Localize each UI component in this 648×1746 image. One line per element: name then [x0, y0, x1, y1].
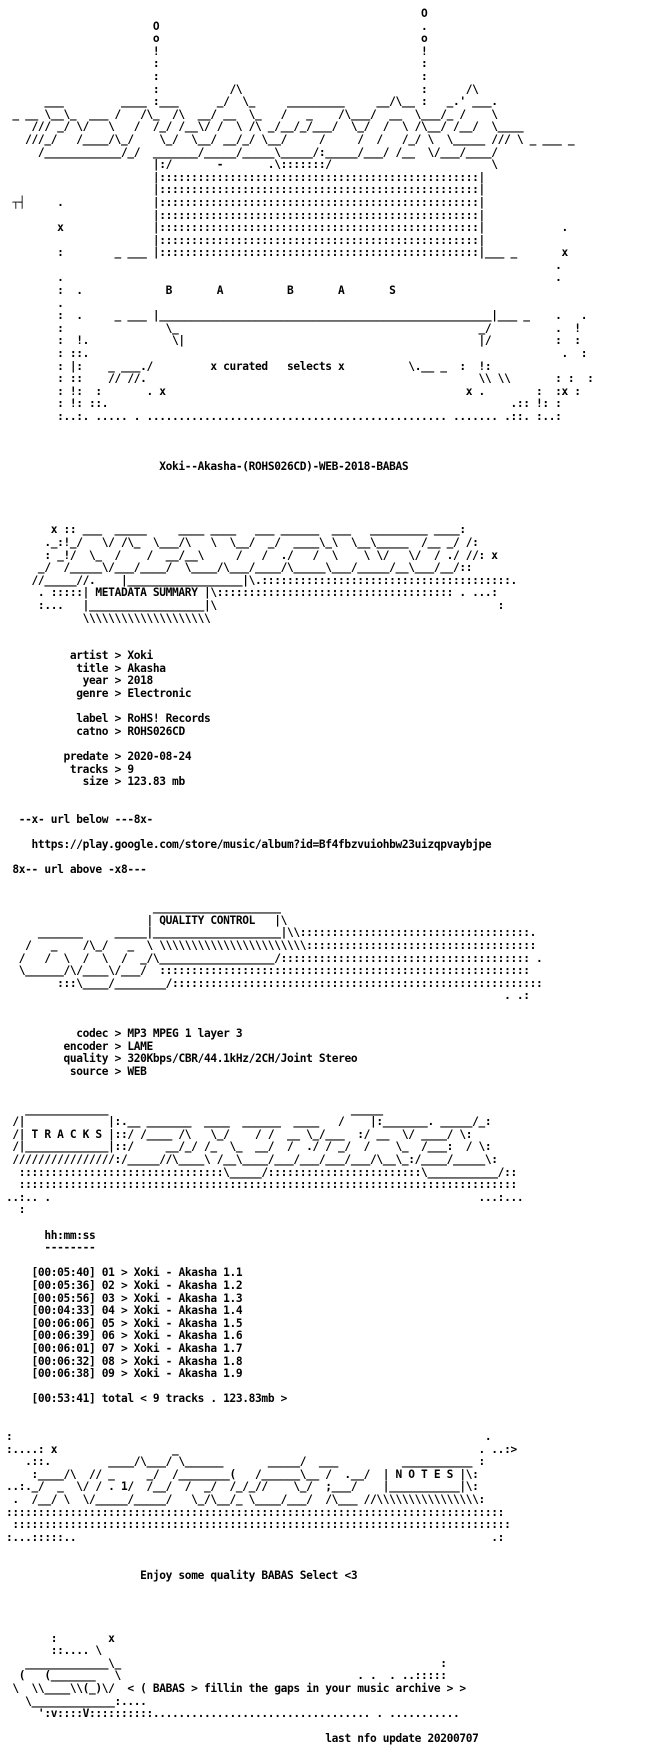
year-label: year [82, 674, 109, 688]
track-row: [00:06:06] 05 > Xoki - Akasha 1.5 [31, 1316, 243, 1330]
track-row: [00:05:36] 02 > Xoki - Akasha 1.2 [31, 1278, 243, 1292]
genre-label: genre [76, 687, 109, 701]
url-below-marker: --x- url below ---8x- [18, 813, 153, 826]
track-row: [00:06:01] 07 > Xoki - Akasha 1.7 [31, 1341, 243, 1355]
codec-label: codec [76, 1027, 109, 1041]
title-label: title [76, 661, 109, 675]
quality-label: quality [63, 1052, 109, 1066]
predate-label: predate [63, 750, 109, 764]
release-url[interactable]: https://play.google.com/store/music/album?id=Bf4fbzvuiohbw23uizqpvaybjpe [31, 838, 492, 852]
url-above-marker: 8x-- url above -x8--- [12, 863, 147, 877]
size-value: 123.83 mb [127, 775, 185, 789]
codec-value: MP3 MPEG 1 layer 3 [127, 1027, 243, 1041]
source-label: source [69, 1064, 109, 1078]
year-value: 2018 [127, 674, 153, 688]
label-value: RoHS! Records [127, 712, 211, 726]
track-row: [00:06:39] 06 > Xoki - Akasha 1.6 [31, 1329, 243, 1343]
header-letters: B A B A S [165, 284, 396, 298]
predate-value: 2020-08-24 [127, 750, 192, 764]
genre-value: Electronic [127, 687, 192, 701]
size-label: size [82, 775, 109, 789]
metadata-section-title: METADATA SUMMARY [95, 586, 198, 600]
label-label: label [76, 712, 109, 726]
nfo-document: O O . o o ! ! : : : : : /\ : /\ ___ ____ :___ _/ \_ _________ __/\__ : _.' ___. _ __ \__\_ ___ / /\_ /\ __/ __ \_ / _ /\___/ __ \___/_ / \ /// _/ \/ \ / /_/ /__\/ / \ /\ _/__/_/___/ \_/ / \ /\__/ /__/ \____ ///_/ /____/\_/ \_/ \__/ __/_/ \__/ / / / /_/ \ \_____ /// \ _ ___ _ /____________/_/ _______/_____/_____\_____/:_____/___/ /__ \/___/____/ |:/ - .\:::::::/ \ |::::::::::::::::::::::::::::::::::::::::::::::::::| |::::::::::::::::::::::::::::::::::::::::::::::::::| ┬┤ . |::::::::::::::::::::::::::::::::::::::::::::::::::| |::::::::::::::::::::::::::::::::::::::::::::::::::| x |::::::::::::::::::::::::::::::::::::::::::::::::::| . |::::::::::::::::::::::::::::::::::::::::::::::::::| : _ ___ |::::::::::::::::::::::::::::::::::::::::::::::::::|___ _ x . . . : . B A B A S . : . _ ___ |____________________________________________________|___ _ . . : \_ _/ . ! : !. \| |/ : : : ::. . : : |: _ ___./ x curated selects x \.__ _ : !: : :: // //. \\ \\ : : : : !: : . x x . : :x : : !: ::. .:: !: : :..:. ..... . ............................................... ....... .::. :..: Xoki--Akasha-(ROHS026CD)-WEB-2018-BABAS x :: ___ _____ ____ ____ ___ ______ ___ _________ ____: ._:!_/ \/ /\_ \___/\ \ \__/ _/ ____\_\ \__\_____ /__ _/ /: : _!/ \_ / / __/__\ / / ./ / \ \ \/ \/ / ./ //: x _/ /_____\/___/____/ \____/\___/____/\_____\___/_____/__\___/__/:: //_____//. |__________________|\.:::::::::::::::::::::::::::::::::::::::. . :::::| METADATA SUMMARY |\::::::::::::::::::::::::::::::::::::: . ...: :... |__________________|\ : \\\\\\\\\\\\\\\\\\\\ artist > Xoki title > Akasha year > 2018 genre > Electronic label > RoHS! Records catno > ROHS026CD predate > 2020-08-24 tracks > 9 size > 123.83 mb --x- url below ---8x- https://play.google.com/store/music/album?id=Bf4fbzvuiohbw23uizqpvaybjpe 8x-- url above -x8--- ____________________ | QUALITY CONTROL |\ _______ _____|____________________|\\::::::::::::::::::::::::::::::::::::. / _ /\_/ _ \ \\\\\\\\\\\\\\\\\\\\\\\:::::::::::::::::::::::::::::::::::: / / \ / \ / _/\__________________/::::::::::::::::::::::::::::::::::::::: . \______/\/____\/___/ :::::::::::::::::::::::::::::::::::::::::::::::::::::::::: :::\____/________/:::::::::::::::::::::::::::::::::::::::::::::::::::::::::: . .: codec > MP3 MPEG 1 layer 3 encoder > LAME quality > 320Kbps/CBR/44.1kHz/2CH/Joint Stereo source > WEB _____________ _____ /| |:.__ _______ ____ ______ ____ / |:_______. _____/_: /| T R A C K S |::/ /____ /\ \_/ / / __ \_/___ :/ __ \/ ____/ \: /|_____________|::/ __/_/ /_ \_ __/ / ./ / _/ / \_ /___: / \: ////////////////:/_____//\____\ /__\____/___/___/___/___/\__\_:/____/_____\: ::::::::::::::::::::::::::::::::\_____/::::::::::::::::::::::::\___________/:: :::::::::::::::::::::::::::::::::::::::::::::::::::::::::::::::::::::::::::::: ..:.. . ...:... : hh:mm:ss -------- [00:05:40] 01 > Xoki - Akasha 1.1 [00:05:36] 02 > Xoki - Akasha 1.2 [00:05:56] 03 > Xoki - Akasha 1.3 [00:04:33] 04 > Xoki - Akasha 1.4 [00:06:06] 05 > Xoki - Akasha 1.5 [00:06:39] 06 > Xoki - Akasha 1.6 [00:06:01] 07 > Xoki - Akasha 1.7 [00:06:32] 08 > Xoki - Akasha 1.8 [00:06:38] 09 > Xoki - Akasha 1.9 [00:53:41] total < 9 tracks . 123.83mb > : . :....: x _ . ..:> .::. ____/\___/ \______ _____/ ___ ___________ : :____/\ // _ _/ /________( /______\__ / .__/ | N O T E S |\: ..:._/ _ \/ / . 1/ /__/ / _/ /_/_// \_/ ;___/ |___________|\: . /__/ \ \/_____/_____/ \_/\__/_ \____/___/ /\___ //\\\\\\\\\\\\\\\\: :::::::::::::::::::::::::::::::::::::::::::::::::::::::::::::::::::::::::::::: :::::::::::::::::::::::::::::::::::::::::::::::::::::::::::::::::::::::::::::: :...:::::.. .: Enjoy some quality BABAS Select <3 : x ::.... \ _____________\_ : ( (_______ \ . . . ..::::: \ \\____\\(_)\/ < ( BABAS > fillin the gaps in your music archive > > \_____________:.... ':v::::V::::::::::.................................. . ........... last nfo update 20200707 [6, 7, 594, 1746]
title-value: Akasha [127, 661, 166, 675]
track-row: [00:06:32] 08 > Xoki - Akasha 1.8 [31, 1354, 243, 1368]
track-row: [00:05:56] 03 > Xoki - Akasha 1.3 [31, 1291, 243, 1305]
encoder-label: encoder [63, 1039, 109, 1053]
track-row: [00:04:33] 04 > Xoki - Akasha 1.4 [31, 1304, 243, 1318]
header-tagline: x curated selects x [210, 359, 345, 373]
tracks-value: 9 [127, 762, 134, 776]
footer-motto: < ( BABAS > fillin the gaps in your music archive > > [127, 1681, 466, 1695]
time-column-header: hh:mm:ss [44, 1228, 96, 1242]
tracks-section-title: T R A C K S [31, 1127, 102, 1141]
notes-text: Enjoy some quality BABAS Select <3 [140, 1568, 358, 1582]
track-row: [00:06:38] 09 > Xoki - Akasha 1.9 [31, 1367, 243, 1381]
catno-label: catno [76, 724, 109, 738]
quality-value: 320Kbps/CBR/44.1kHz/2CH/Joint Stereo [127, 1052, 358, 1066]
artist-value: Xoki [127, 649, 153, 663]
nfo-update-date: last nfo update 20200707 [325, 1732, 479, 1746]
release-name: Xoki--Akasha-(ROHS026CD)-WEB-2018-BABAS [159, 460, 409, 474]
notes-section-title: N O T E S [395, 1467, 453, 1481]
catno-value: ROHS026CD [127, 724, 185, 738]
encoder-value: LAME [127, 1039, 153, 1053]
tracks-label: tracks [69, 762, 109, 776]
quality-section-title: QUALITY CONTROL [159, 913, 256, 927]
artist-label: artist [69, 649, 109, 663]
tracklist-total: [00:53:41] total < 9 tracks . 123.83mb > [31, 1392, 287, 1406]
source-value: WEB [127, 1064, 147, 1078]
track-row: [00:05:40] 01 > Xoki - Akasha 1.1 [31, 1266, 243, 1280]
